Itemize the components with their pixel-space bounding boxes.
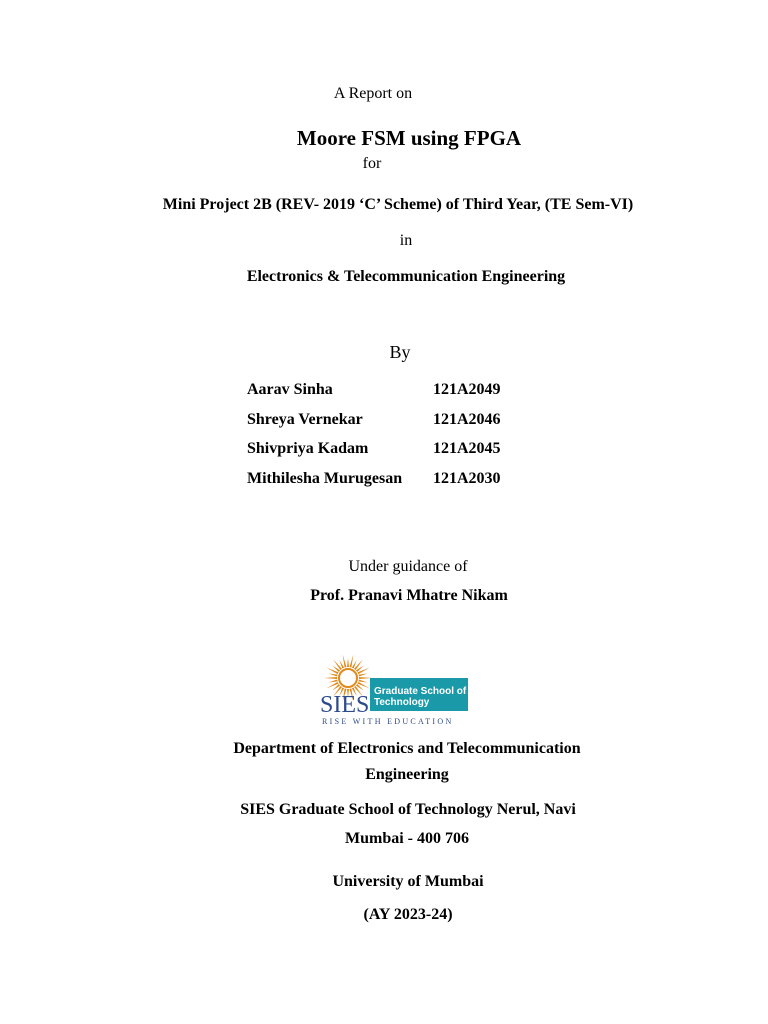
sun-ray (358, 674, 367, 677)
sun-ray (343, 655, 347, 668)
guidance-text: Under guidance of (348, 558, 468, 575)
sies-logo (314, 648, 478, 728)
member-roll: 121A2049 (433, 381, 501, 398)
for-text: for (362, 155, 382, 172)
academic-year: (AY 2023-24) (363, 906, 453, 923)
sun-ray (329, 679, 338, 682)
sun-ray (354, 659, 363, 670)
sun-ray (358, 679, 367, 682)
mini-project-line: Mini Project 2B (REV- 2019 ‘C’ Scheme) of Third Year, (TE Sem-VI) (162, 196, 634, 213)
member-roll: 121A2030 (433, 469, 501, 487)
logo-brand-text: SIES (320, 692, 370, 718)
department-line-2: Engineering (365, 766, 449, 783)
sun-ray (324, 677, 337, 679)
school-line-1: SIES Graduate School of Technology Nerul, Navi (240, 801, 576, 818)
guide-name: Prof. Pranavi Mhatre Nikam (310, 587, 508, 604)
member-roll: 121A2046 (433, 410, 501, 428)
sun-ray (333, 659, 342, 670)
member-name: Mithilesha Murugesan (247, 469, 403, 487)
university-name: University of Mumbai (332, 873, 484, 890)
sun-ray (329, 674, 338, 677)
sun-ray (349, 655, 353, 668)
member-name: Shreya Vernekar (247, 410, 363, 428)
member-roll: 121A2045 (433, 440, 501, 457)
report-intro: A Report on (333, 85, 413, 102)
report-title: Moore FSM using FPGA (296, 126, 522, 150)
member-name: Aarav Sinha (247, 381, 333, 398)
sun-center (339, 669, 357, 687)
school-line-2: Mumbai - 400 706 (345, 830, 469, 847)
logo-tagline: RISE WITH EDUCATION (322, 717, 454, 726)
department-line-1: Department of Electronics and Telecommunication (233, 740, 581, 757)
in-text: in (399, 232, 413, 249)
logo-box-line1: Graduate School of (374, 686, 467, 697)
logo-box-line2: Technology (374, 697, 430, 708)
branch-name: Electronics & Telecommunication Engineering (246, 268, 566, 285)
sun-ray (347, 658, 349, 667)
by-text: By (389, 342, 411, 362)
member-name: Shivpriya Kadam (247, 440, 369, 457)
sies-sun-logo-icon (314, 648, 478, 728)
